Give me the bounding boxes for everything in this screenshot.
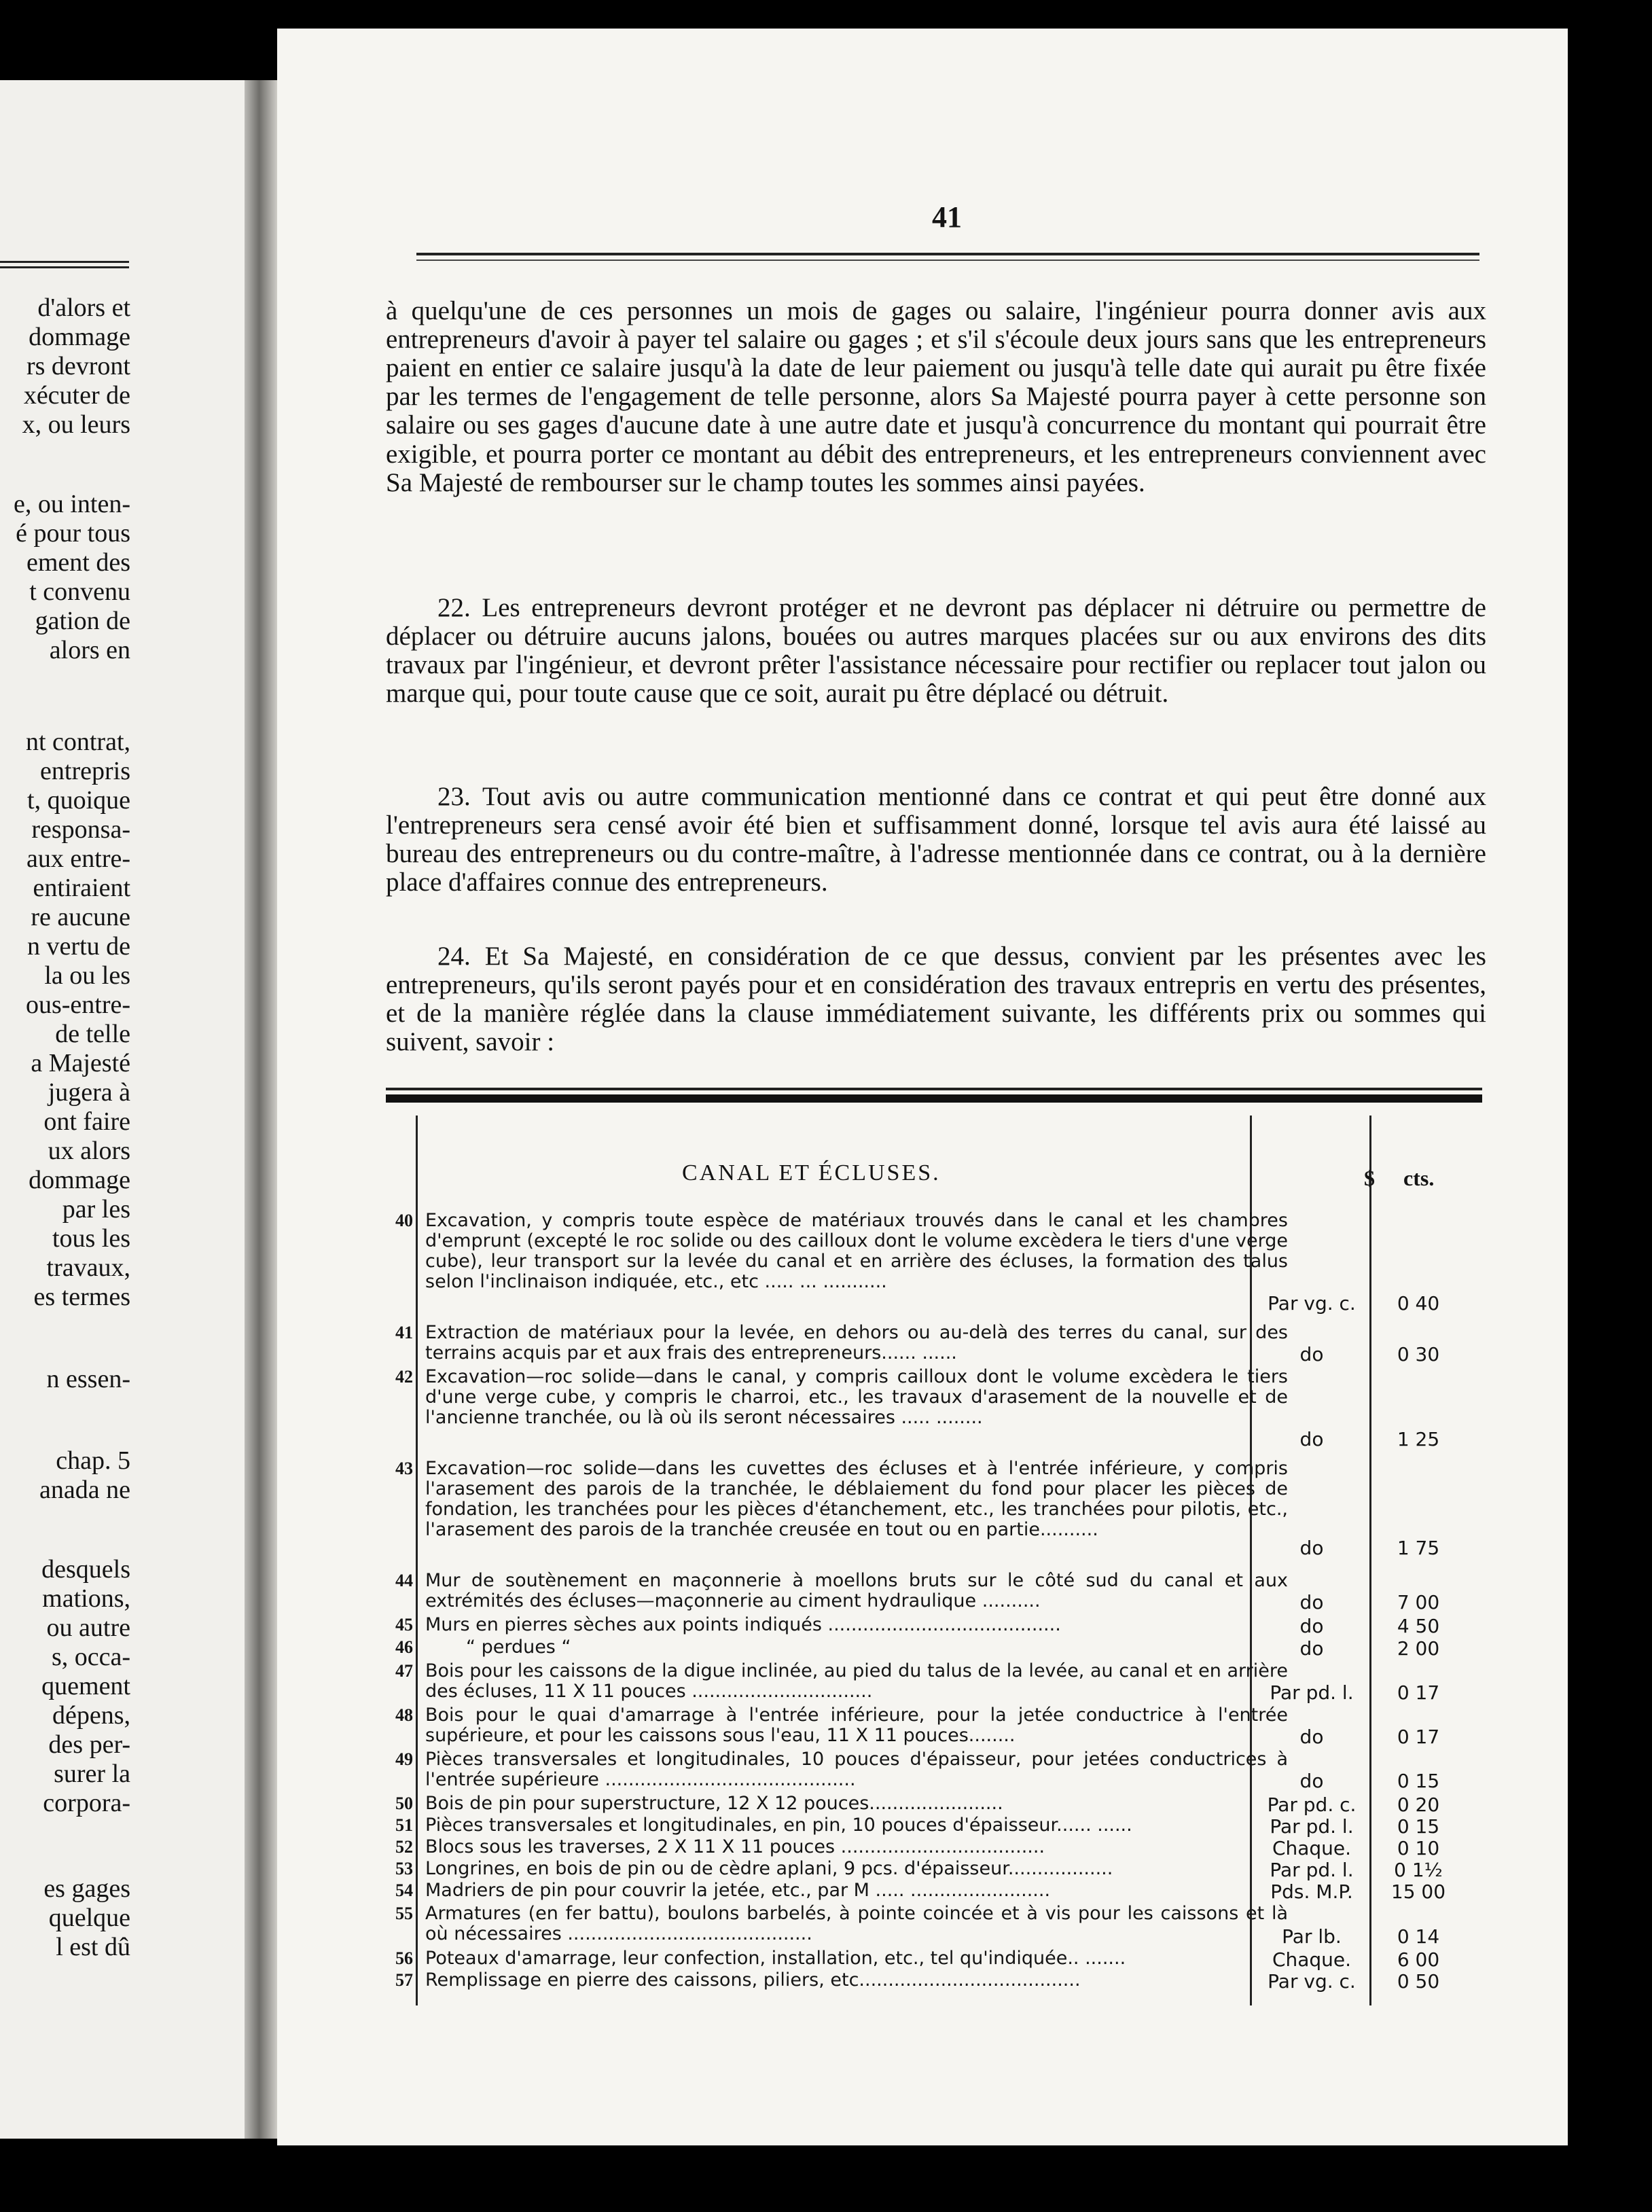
row-number: 57 [395, 1970, 413, 1990]
row-description: “ perdues “ [466, 1637, 571, 1658]
row-unit: do [1299, 1428, 1324, 1450]
row-unit: Par vg. c. [1268, 1970, 1356, 1993]
left-page-line: entrepris [40, 757, 130, 785]
paragraph-23: 23. Tout avis ou autre communication mentionné dans ce contrat et qui peut être donné aux l'entrepreneurs sera censé avoir été bien et suffisamment donné, lorsque tel avis aura été laissé au bureau des entrepreneurs ou du contre-maître, à l'adresse mentionnée dans ce contrat, ou à la dernière place d'affaires connue des entrepreneurs. [386, 782, 1486, 897]
row-number: 43 [395, 1459, 413, 1478]
row-description: Excavation—roc solide—dans le canal, y compris cailloux dont le volume excèdera le tiers d'une verge cube, y compris le charroi, etc., les travaux d'arasement de la nouvelle et de l'ancienne tranchée, ou là où ils seront nécessaires ..... ........ [425, 1366, 1288, 1428]
left-page-line: nt contrat, [25, 728, 130, 756]
left-page-line: des per- [48, 1730, 130, 1759]
left-page-line: re aucune [31, 903, 130, 931]
row-unit: do [1299, 1537, 1324, 1559]
left-page-line: desquels [41, 1555, 130, 1584]
price-schedule-table [386, 1116, 1482, 2005]
header-rule [416, 260, 1479, 261]
row-price: 15 00 [1390, 1880, 1446, 1903]
row-unit: do [1299, 1726, 1324, 1748]
row-number: 48 [395, 1705, 413, 1725]
table-column-rule [416, 1116, 418, 2005]
page-41 [277, 29, 1568, 2145]
row-number: 52 [395, 1837, 413, 1857]
row-price: 0 10 [1397, 1837, 1440, 1859]
table-heading: CANAL ET ÉCLUSES. [682, 1160, 941, 1185]
row-price: 1 25 [1397, 1428, 1440, 1450]
row-description: Armatures (en fer battu), boulons barbelés, à pointe coincée et à vis pour les caissons et là où nécessaires .......................................... [425, 1903, 1288, 1944]
row-unit: Par pd. l. [1270, 1681, 1354, 1704]
left-page-line: aux entre- [26, 844, 130, 873]
row-number: 46 [395, 1637, 413, 1657]
left-page-line: par les [62, 1195, 130, 1224]
left-page-line: s, occa- [51, 1643, 130, 1671]
left-page-line: de telle [55, 1020, 130, 1048]
left-page-line: corpora- [43, 1789, 130, 1817]
left-page-line: dommage [29, 323, 130, 351]
row-description: Murs en pierres sèches aux points indiqués ........................................ [425, 1614, 1061, 1635]
left-page-line: n essen- [46, 1365, 130, 1393]
row-price: 0 40 [1397, 1292, 1440, 1315]
row-unit: Par pd. l. [1270, 1859, 1354, 1881]
row-price: 0 20 [1397, 1794, 1440, 1816]
row-unit: Pds. M.P. [1270, 1880, 1353, 1903]
left-page-line: ous-entre- [25, 991, 130, 1019]
left-page-line: dommage [29, 1166, 130, 1194]
row-unit: do [1299, 1343, 1324, 1366]
row-number: 55 [395, 1904, 413, 1923]
row-price: 0 15 [1397, 1770, 1440, 1792]
row-price: 4 50 [1397, 1615, 1440, 1637]
row-price: 0 15 [1397, 1815, 1440, 1838]
row-unit: Par lb. [1282, 1925, 1342, 1948]
header-rule [416, 253, 1479, 255]
table-column-rule [1369, 1116, 1371, 2005]
left-page-line: x, ou leurs [22, 410, 130, 439]
row-number: 42 [395, 1367, 413, 1387]
row-unit: Par vg. c. [1268, 1292, 1356, 1315]
left-page-line: quelque [48, 1904, 130, 1932]
row-price: 0 17 [1397, 1681, 1440, 1704]
row-price: 0 14 [1397, 1925, 1440, 1948]
row-price: 6 00 [1397, 1948, 1440, 1971]
left-page-rule [0, 261, 129, 263]
row-unit: Chaque. [1272, 1837, 1352, 1859]
paragraph-22: 22. Les entrepreneurs devront protéger et ne devront pas déplacer ni détruire ou permettre de déplacer ou détruire aucuns jalons, bouées ou autres marques placées sur ou aux environs des dits travaux par l'ingénieur, et devront prêter l'assistance nécessaire pour rectifier ou replacer tout jalon ou marque qui, pour toute cause que ce soit, aurait pu être déplacé ou détruit. [386, 593, 1486, 709]
left-page-line: responsa- [31, 815, 130, 844]
left-page-line: chap. 5 [56, 1446, 130, 1475]
left-page-line: quement [41, 1672, 130, 1700]
left-page-line: n vertu de [27, 932, 130, 961]
row-description: Excavation, y compris toute espèce de matériaux trouvés dans le canal et les chambres d'emprunt (excepté le roc solide ou des cailloux dont le volume excèdera le tiers d'une verge cube), leur transport sur la levée du canal et en arrière des écluses, la formation des talus selon l'inclinaison indiquée, etc., etc ..... ... ........... [425, 1210, 1288, 1292]
left-page-line: a Majesté [31, 1049, 130, 1077]
row-description: Bois de pin pour superstructure, 12 X 12 pouces....................... [425, 1793, 1003, 1814]
row-price: 0 50 [1397, 1970, 1440, 1993]
left-page-line: entiraient [33, 874, 130, 902]
left-page-line: anada ne [39, 1476, 130, 1504]
cents-column-header: cts. [1403, 1166, 1435, 1190]
row-number: 47 [395, 1661, 413, 1681]
left-page-line: jugera à [48, 1078, 130, 1107]
row-description: Remplissage en pierre des caissons, piliers, etc...................................... [425, 1969, 1081, 1991]
row-description: Bois pour le quai d'amarrage à l'entrée inférieure, pour la jetée conductrice à l'entrée supérieure, et pour les caissons sous l'eau, 11 X 11 pouces........ [425, 1705, 1288, 1746]
paragraph-24: 24. Et Sa Majesté, en considération de ce que dessus, convient par les présentes avec les entrepreneurs, qu'ils seront payés pour et en considération des travaux entrepris en vertu des présentes, et de la manière réglée dans la clause immédiatement suivante, les différents prix ou sommes qui suivent, savoir : [386, 942, 1486, 1057]
row-number: 44 [395, 1571, 413, 1590]
row-number: 50 [395, 1794, 413, 1813]
row-price: 0 30 [1397, 1343, 1440, 1366]
row-unit: do [1299, 1591, 1324, 1613]
row-price: 0 17 [1397, 1726, 1440, 1748]
row-description: Pièces transversales et longitudinales, 10 pouces d'épaisseur, pour jetées conductrices à l'entrée supérieure ........................................... [425, 1749, 1288, 1790]
left-page-line: alors en [49, 636, 130, 664]
row-number: 54 [395, 1880, 413, 1900]
left-page-line: rs devront [26, 352, 130, 380]
row-number: 45 [395, 1615, 413, 1635]
row-price: 2 00 [1397, 1637, 1440, 1660]
left-page-line: mations, [42, 1584, 130, 1613]
dollar-column-header: $ [1364, 1166, 1375, 1190]
row-description: Pièces transversales et longitudinales, en pin, 10 pouces d'épaisseur...... ...... [425, 1815, 1132, 1836]
left-page-line: d'alors et [37, 293, 130, 322]
left-page-line: es gages [43, 1874, 130, 1903]
row-unit: do [1299, 1615, 1324, 1637]
row-price: 7 00 [1397, 1591, 1440, 1613]
left-page-line: ement des [26, 548, 130, 577]
left-page-line: es termes [33, 1283, 130, 1311]
row-description: Mur de soutènement en maçonnerie à moellons bruts sur le côté sud du canal et aux extrémités des écluses—maçonnerie au ciment hydraulique .......... [425, 1570, 1288, 1611]
row-unit: Par pd. c. [1267, 1794, 1357, 1816]
left-page-line: surer la [54, 1760, 130, 1788]
left-page-line: ont faire [43, 1107, 130, 1136]
left-page-line: t, quoique [27, 786, 130, 815]
row-description: Extraction de matériaux pour la levée, en dehors ou au-delà des terres du canal, sur des terrains acquis par et aux frais des entrepreneurs...... ...... [425, 1322, 1288, 1363]
left-page-line: ux alors [48, 1137, 130, 1165]
row-number: 49 [395, 1749, 413, 1769]
row-price: 0 1½ [1394, 1859, 1443, 1881]
row-description: Excavation—roc solide—dans les cuvettes des écluses et à l'entrée inférieure, y compris l'arasement des parois de la tranchée, le déblaiement du fond pour placer les pièces de fondation, les tranchées pour les pièces d'étanchement, etc., les tranchées pour pilotis, etc., l'arasement des parois de la tranchée creusée en tout ou en partie.......... [425, 1458, 1288, 1540]
row-description: Bois pour les caissons de la digue inclinée, au pied du talus de la levée, au canal et en arrière des écluses, 11 X 11 pouces ............................... [425, 1660, 1288, 1702]
left-page-line: la ou les [44, 961, 130, 990]
left-page-line: gation de [35, 607, 130, 635]
row-price: 1 75 [1397, 1537, 1440, 1559]
row-description: Poteaux d'amarrage, leur confection, installation, etc., tel qu'indiquée.. ....... [425, 1948, 1126, 1969]
table-top-rule-thick [386, 1094, 1482, 1103]
row-description: Madriers de pin pour couvrir la jetée, etc., par M ..... ........................ [425, 1880, 1051, 1901]
left-page-line: xécuter de [23, 381, 130, 410]
paragraph-continued: à quelqu'une de ces personnes un mois de gages ou salaire, l'ingénieur pourra donner avis aux entrepreneurs d'avoir à payer tel salaire ou gages ; et s'il s'écoule deux jours sans que les entrepreneurs paient en entier ce salaire jusqu'à la date de leur paiement ou jusqu'à telle date qui aurait pu être fixée par les termes de l'engagement de telle personne, alors Sa Majesté pourra payer à cette personne son salaire ou ses gages d'aucune date à une autre date et jusqu'à concurrence du montant qui pourrait être exigible, et pourra porter ce montant au débit des entrepreneurs, et les entrepreneurs conviennent avec Sa Majesté de rembourser sur le champ toutes les sommes ainsi payées. [386, 296, 1486, 497]
row-unit: do [1299, 1637, 1324, 1660]
row-unit: do [1299, 1770, 1324, 1792]
row-description: Blocs sous les traverses, 2 X 11 X 11 pouces ................................... [425, 1836, 1045, 1857]
row-number: 51 [395, 1815, 413, 1835]
row-number: 41 [395, 1323, 413, 1342]
left-page-line: e, ou inten- [13, 490, 130, 518]
page-number: 41 [932, 200, 962, 234]
row-number: 40 [395, 1211, 413, 1230]
row-unit: Par pd. l. [1270, 1815, 1354, 1838]
table-top-rule [386, 1088, 1482, 1090]
left-page-rule [0, 266, 129, 268]
left-page-line: travaux, [46, 1253, 130, 1282]
left-page-line: tous les [52, 1224, 130, 1253]
left-page-line: ou autre [46, 1613, 130, 1642]
row-description: Longrines, en bois de pin ou de cèdre aplani, 9 pcs. d'épaisseur.................. [425, 1858, 1113, 1879]
left-page-line: é pour tous [16, 519, 130, 548]
row-unit: Chaque. [1272, 1948, 1352, 1971]
left-page-line: dépens, [52, 1701, 130, 1730]
left-page-line: t convenu [29, 577, 130, 606]
left-page-fragment [0, 80, 245, 2139]
row-number: 56 [395, 1948, 413, 1968]
book-gutter [245, 80, 277, 2139]
left-page-line: l est dû [56, 1933, 130, 1961]
row-number: 53 [395, 1859, 413, 1878]
